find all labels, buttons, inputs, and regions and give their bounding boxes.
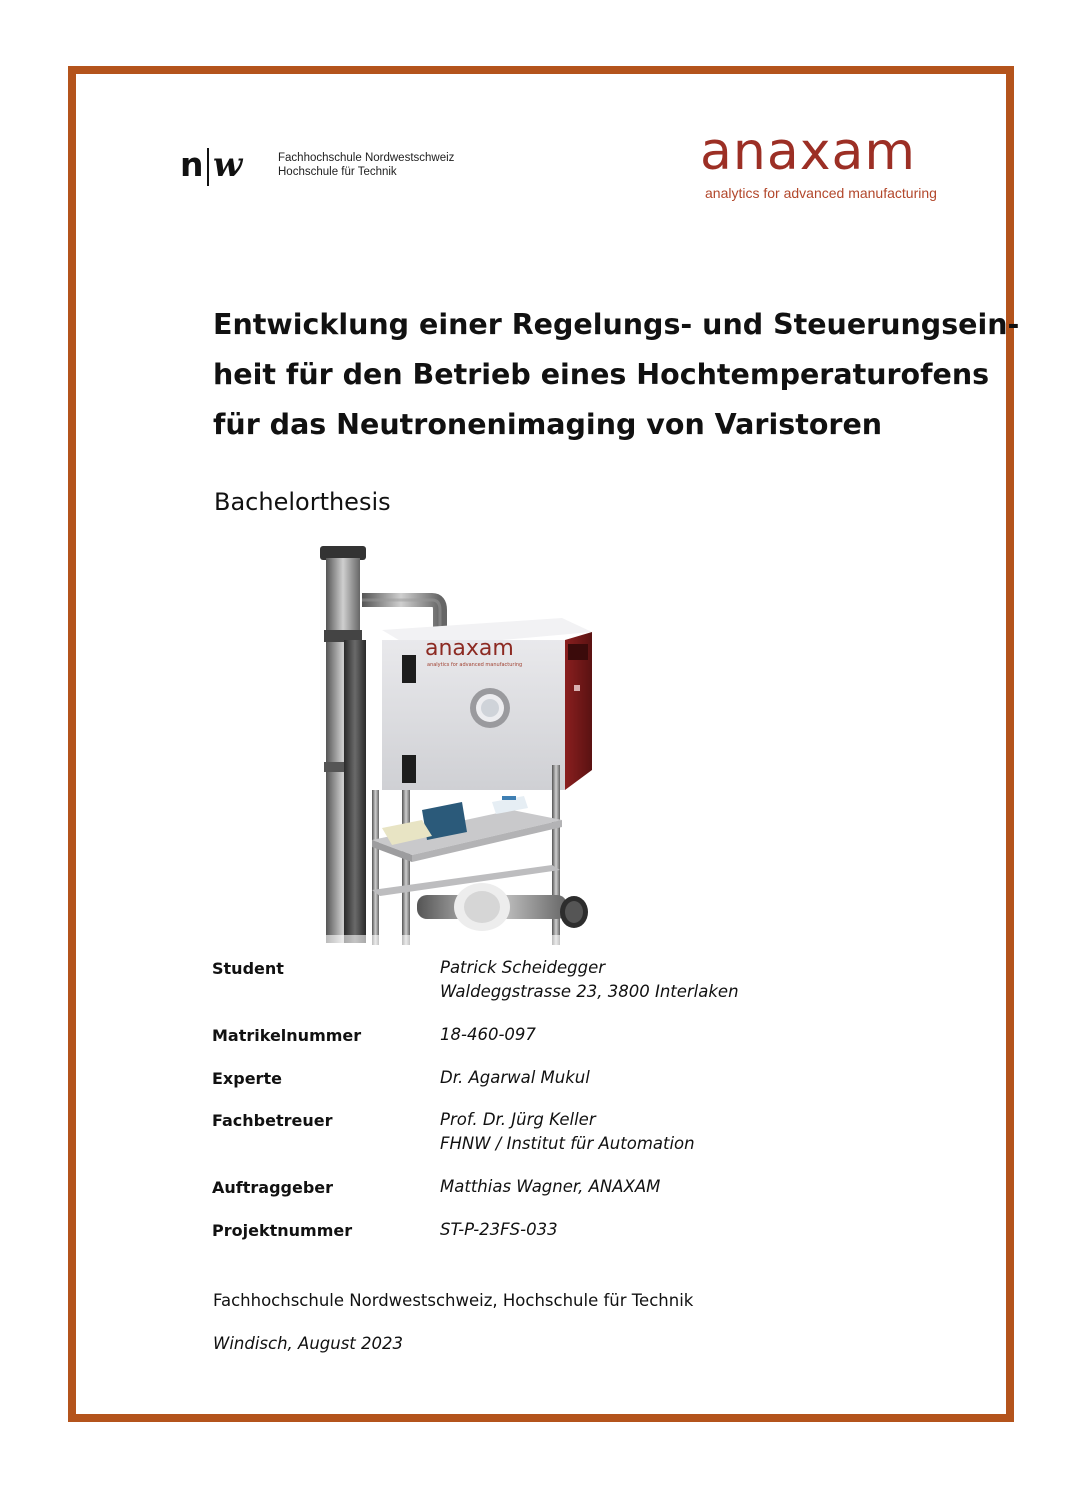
info-value-line: Prof. Dr. Jürg Keller bbox=[440, 1110, 596, 1129]
fhnw-line1: Fachhochschule Nordwestschweiz bbox=[278, 152, 455, 164]
info-label: Experte bbox=[212, 1069, 282, 1088]
institution-name: Fachhochschule Nordwestschweiz, Hochschule für Technik bbox=[213, 1291, 694, 1310]
info-value-line: ST-P-23FS-033 bbox=[440, 1220, 558, 1239]
info-value bbox=[440, 1108, 695, 1156]
place-date: Windisch, August 2023 bbox=[213, 1334, 404, 1353]
anaxam-wordmark: anaxam bbox=[700, 122, 916, 182]
svg-text:n: n bbox=[180, 145, 204, 184]
anaxam-tagline: analytics for advanced manufacturing bbox=[705, 185, 937, 201]
anaxam-logo bbox=[700, 122, 962, 204]
info-label: Fachbetreuer bbox=[212, 1111, 333, 1130]
info-label: Auftraggeber bbox=[212, 1178, 334, 1197]
document-type: Bachelorthesis bbox=[214, 488, 391, 516]
svg-text:w: w bbox=[213, 145, 243, 185]
fhnw-line2: Hochschule für Technik bbox=[278, 166, 397, 178]
oven-logo: anaxam bbox=[425, 636, 514, 661]
info-value-line: FHNW / Institut für Automation bbox=[440, 1134, 695, 1153]
title-line-3: für das Neutronenimaging von Varistoren bbox=[213, 408, 883, 441]
info-value-line: 18-460-097 bbox=[440, 1025, 536, 1044]
info-value-line: Waldeggstrasse 23, 3800 Interlaken bbox=[440, 982, 739, 1001]
thesis-title bbox=[213, 300, 1020, 450]
info-value-line: Dr. Agarwal Mukul bbox=[440, 1068, 590, 1087]
info-value bbox=[440, 1023, 536, 1047]
furnace-render-image bbox=[262, 540, 642, 945]
title-line-1: Entwicklung einer Regelungs- und Steuerungsein- bbox=[213, 308, 1020, 341]
title-line-2: heit für den Betrieb eines Hochtemperaturofens bbox=[213, 358, 990, 391]
fhnw-logo-text bbox=[278, 151, 454, 179]
fhnw-logo-mark bbox=[180, 142, 270, 190]
info-value bbox=[440, 956, 739, 1004]
info-value bbox=[440, 1066, 590, 1090]
oven-logo-tagline: analytics for advanced manufacturing bbox=[427, 662, 523, 668]
info-label: Projektnummer bbox=[212, 1221, 353, 1240]
info-value bbox=[440, 1175, 660, 1199]
info-value-line: Patrick Scheidegger bbox=[440, 958, 606, 977]
info-value-line: Matthias Wagner, ANAXAM bbox=[440, 1177, 661, 1196]
info-label: Matrikelnummer bbox=[212, 1026, 362, 1045]
info-label: Student bbox=[212, 959, 284, 978]
info-value bbox=[440, 1218, 558, 1242]
